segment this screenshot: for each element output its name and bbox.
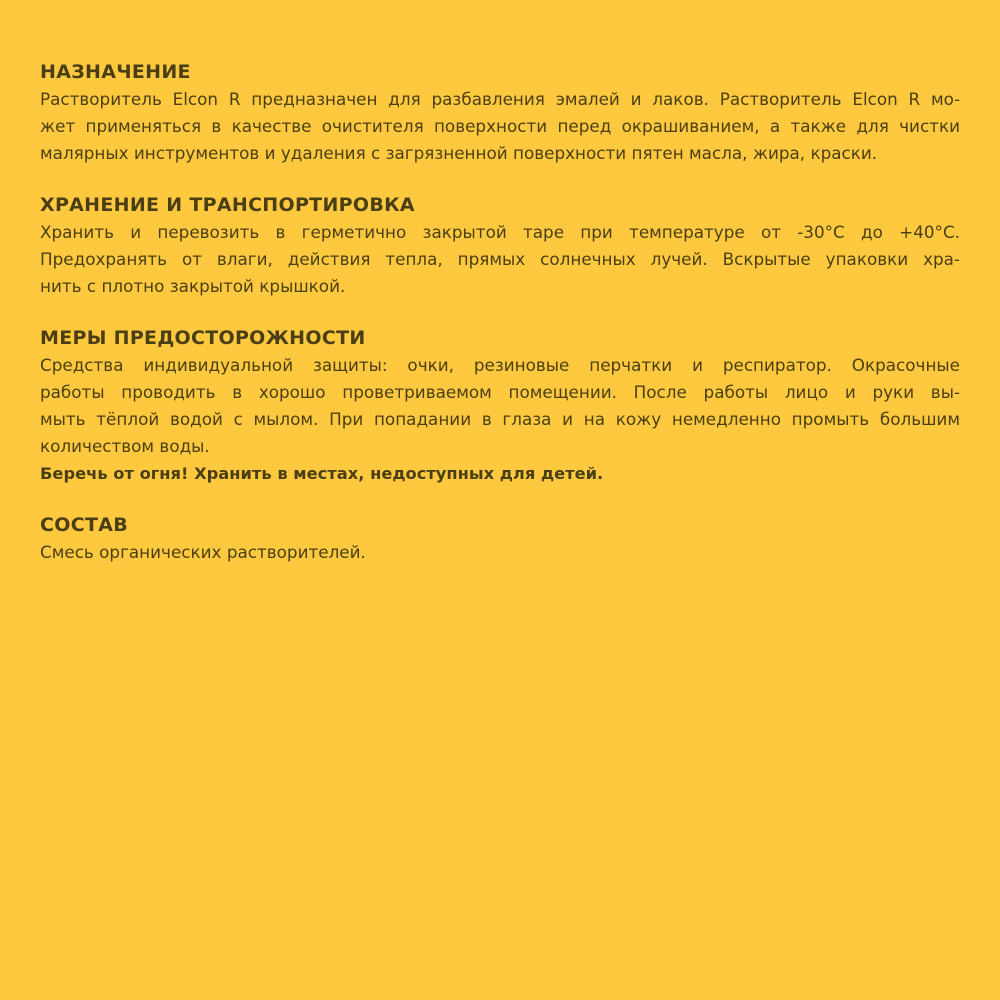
text-line: Предохранять от влаги, действия тепла, прямых солнечных лучей. Вскрытые упаковки хра-	[40, 249, 960, 269]
text-line: Хранить и перевозить в герметично закрытой таре при температуре от -30°С до +40°С.	[40, 222, 960, 242]
text-line: Смесь органических растворителей.	[40, 542, 366, 562]
section-heading: НАЗНАЧЕНИЕ	[40, 61, 191, 83]
section-body	[40, 219, 960, 300]
text-line: мыть тёплой водой с мылом. При попадании в глаза и на кожу немедленно промыть большим	[40, 409, 960, 429]
section-body	[40, 352, 960, 460]
text-line: количеством воды.	[40, 436, 210, 456]
section-body	[40, 539, 960, 566]
section-heading: МЕРЫ ПРЕДОСТОРОЖНОСТИ	[40, 327, 366, 349]
text-line: Средства индивидуальной защиты: очки, резиновые перчатки и респиратор. Окрасочные	[40, 355, 960, 375]
section-precautions	[40, 324, 960, 487]
text-line: Растворитель Elcon R предназначен для разбавления эмалей и лаков. Растворитель Elcon R мо-	[40, 89, 960, 109]
text-line: работы проводить в хорошо проветриваемом помещении. После работы лицо и руки вы-	[40, 382, 960, 402]
section-storage	[40, 191, 960, 300]
text-line: нить с плотно закрытой крышкой.	[40, 276, 346, 296]
text-line: жет применяться в качестве очистителя поверхности перед окрашиванием, а также для чистки	[40, 116, 960, 136]
section-composition	[40, 511, 960, 566]
section-heading: СОСТАВ	[40, 514, 128, 536]
section-heading: ХРАНЕНИЕ И ТРАНСПОРТИРОВКА	[40, 194, 415, 216]
section-body	[40, 86, 960, 167]
section-purpose	[40, 58, 960, 167]
text-line: малярных инструментов и удаления с загрязненной поверхности пятен масла, жира, краски.	[40, 143, 878, 163]
fire-warning: Беречь от огня! Хранить в местах, недоступных для детей.	[40, 464, 604, 483]
